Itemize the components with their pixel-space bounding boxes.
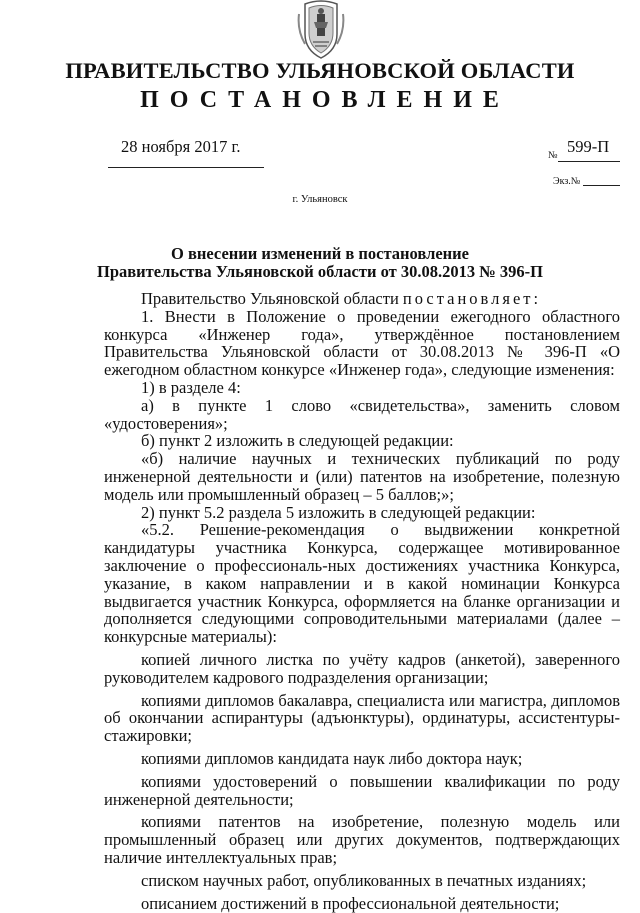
paragraph-subitem-b: б) пункт 2 изложить в следующей редакции: xyxy=(141,431,454,451)
paragraph-item-1: 1. Внести в Положение о проведении ежегодного областного конкурса «Инженер года», утверждённое постановлением Правительства Ульяновской области от 30.08.2013 № 396-П «О ежегодном областном конкурсе «Инженер года», следующие изменения: xyxy=(104,306,620,380)
paragraph-subitem-a: а) в пункте 1 слово «свидетельства», заменить словом «удостоверения»; xyxy=(104,395,620,433)
document-number: 599-П xyxy=(567,137,610,156)
document-title xyxy=(0,245,640,281)
number-label: № xyxy=(548,150,558,161)
date-underline xyxy=(108,167,264,168)
government-name: ПРАВИТЕЛЬСТВО УЛЬЯНОВСКОЙ ОБЛАСТИ xyxy=(65,58,575,83)
preamble-text: Правительство Ульяновской области xyxy=(141,289,403,308)
document-body xyxy=(104,290,620,912)
coat-of-arms-emblem xyxy=(297,0,345,62)
city-name: г. Ульяновск xyxy=(292,194,348,205)
title-line-1: О внесении изменений в постановление xyxy=(171,244,469,263)
list-item: списком научных работ, опубликованных в печатных изданиях; xyxy=(141,870,587,890)
list-item: описанием достижений в профессиональной деятельности; xyxy=(141,893,560,913)
list-item: копией личного листка по учёту кадров (анкетой), заверенного руководителем кадрового подразделения организации; xyxy=(104,649,620,687)
paragraph-preamble xyxy=(104,290,620,308)
paragraph-clause-5-2: «5.2. Решение-рекомендация о выдвижении конкретной кандидатуры участника Конкурса, содержащее мотивированное заключение о профессиональ-ных достижениях участника Конкурса, указание, в каком направлении и в какой номинации Конкурса выдвигается участник Конкурса, оформляется на бланке организации и дополняется следующими сопроводительными материалами (далее – конкурсные материалы): xyxy=(104,520,620,647)
paragraph-item-2: 2) пункт 5.2 раздела 5 изложить в следующей редакции: xyxy=(141,502,536,522)
document-type: ПОСТАНОВЛЕНИЕ xyxy=(140,87,510,113)
number-underline xyxy=(558,161,620,162)
list-item: копиями дипломов бакалавра, специалиста или магистра, дипломов об окончании аспирантуры (адъюнктуры), ординатуры, ассистентуры-стажировки; xyxy=(104,690,620,746)
paragraph-section-4: 1) в разделе 4: xyxy=(141,377,241,397)
copy-label: Экз.№ xyxy=(553,176,581,187)
list-item: копиями патентов на изобретение, полезную модель или промышленный образец или других документов, подтверждающих наличие интеллектуальных прав; xyxy=(104,812,620,867)
list-item: копиями дипломов кандидата наук либо доктора наук; xyxy=(141,748,523,768)
list-item: копиями удостоверений о повышении квалификации по роду инженерной деятельности; xyxy=(104,771,620,809)
document-date: 28 ноября 2017 г. xyxy=(121,137,241,156)
title-line-2: Правительства Ульяновской области от 30.08.2013 № 396-П xyxy=(97,262,543,281)
copy-underline xyxy=(583,185,620,186)
paragraph-quote-b: «б) наличие научных и технических публикаций по роду инженерной деятельности и (или) патентов на изобретение, полезную модель или промышленный образец – 5 баллов;»; xyxy=(104,449,620,504)
preamble-verb: постановляет: xyxy=(402,289,542,308)
